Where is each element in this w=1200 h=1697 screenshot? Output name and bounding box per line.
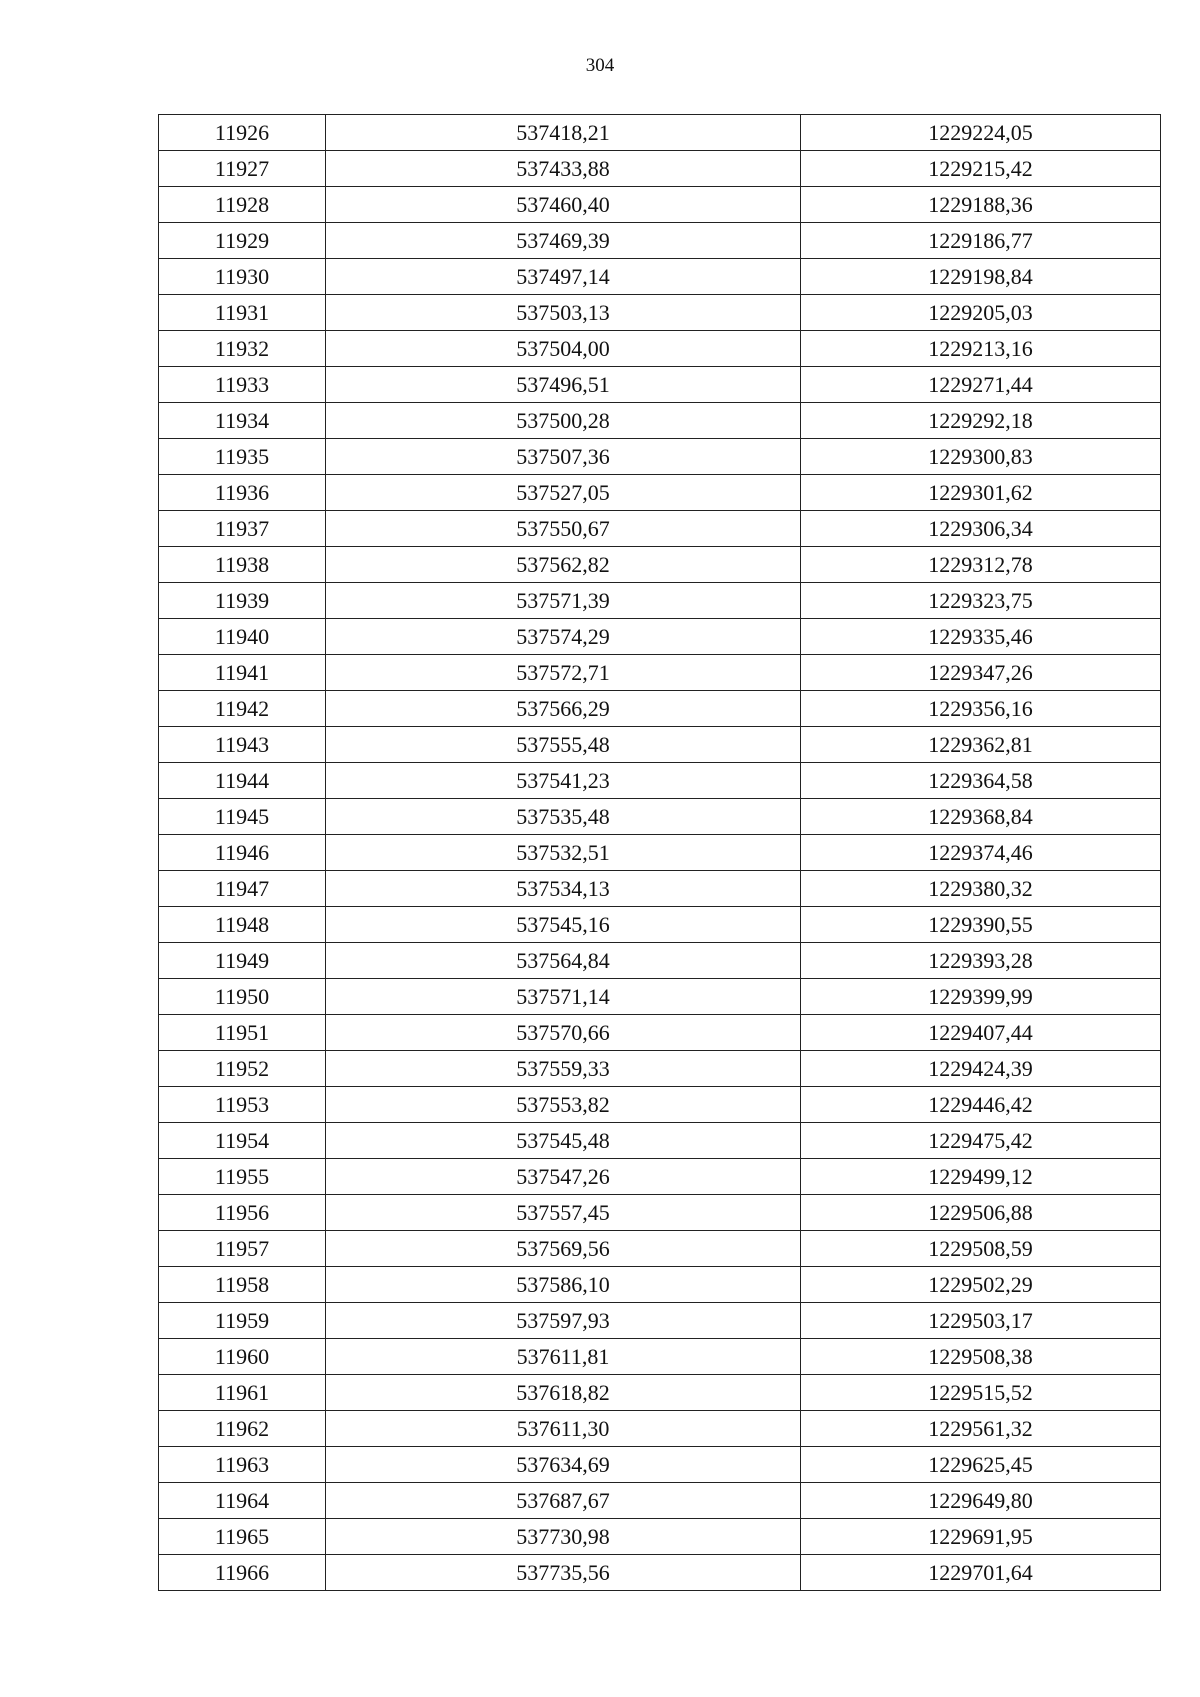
x-coordinate-cell: 537503,13: [326, 295, 801, 331]
y-coordinate-cell: 1229390,55: [801, 907, 1161, 943]
x-coordinate-cell: 537611,81: [326, 1339, 801, 1375]
coordinates-table-body: [159, 115, 1161, 1591]
x-coordinate-cell: 537527,05: [326, 475, 801, 511]
point-number-cell: 11960: [159, 1339, 326, 1375]
point-number-cell: 11951: [159, 1015, 326, 1051]
y-coordinate-cell: 1229205,03: [801, 295, 1161, 331]
point-number-cell: 11942: [159, 691, 326, 727]
point-number-cell: 11957: [159, 1231, 326, 1267]
point-number-cell: 11933: [159, 367, 326, 403]
point-number-cell: 11966: [159, 1555, 326, 1591]
y-coordinate-cell: 1229380,32: [801, 871, 1161, 907]
table-row: [159, 799, 1161, 835]
x-coordinate-cell: 537634,69: [326, 1447, 801, 1483]
point-number-cell: 11949: [159, 943, 326, 979]
y-coordinate-cell: 1229347,26: [801, 655, 1161, 691]
x-coordinate-cell: 537562,82: [326, 547, 801, 583]
table-row: [159, 259, 1161, 295]
point-number-cell: 11953: [159, 1087, 326, 1123]
x-coordinate-cell: 537553,82: [326, 1087, 801, 1123]
point-number-cell: 11927: [159, 151, 326, 187]
table-row: [159, 151, 1161, 187]
point-number-cell: 11947: [159, 871, 326, 907]
table-row: [159, 907, 1161, 943]
x-coordinate-cell: 537618,82: [326, 1375, 801, 1411]
point-number-cell: 11930: [159, 259, 326, 295]
point-number-cell: 11938: [159, 547, 326, 583]
x-coordinate-cell: 537569,56: [326, 1231, 801, 1267]
point-number-cell: 11940: [159, 619, 326, 655]
point-number-cell: 11963: [159, 1447, 326, 1483]
point-number-cell: 11946: [159, 835, 326, 871]
table-row: [159, 979, 1161, 1015]
table-row: [159, 1231, 1161, 1267]
table-row: [159, 1339, 1161, 1375]
table-row: [159, 295, 1161, 331]
coordinates-table: [158, 114, 1161, 1591]
table-row: [159, 1123, 1161, 1159]
point-number-cell: 11961: [159, 1375, 326, 1411]
point-number-cell: 11936: [159, 475, 326, 511]
page-number: 304: [585, 55, 615, 76]
table-row: [159, 403, 1161, 439]
point-number-cell: 11926: [159, 115, 326, 151]
y-coordinate-cell: 1229502,29: [801, 1267, 1161, 1303]
point-number-cell: 11955: [159, 1159, 326, 1195]
point-number-cell: 11939: [159, 583, 326, 619]
y-coordinate-cell: 1229224,05: [801, 115, 1161, 151]
y-coordinate-cell: 1229356,16: [801, 691, 1161, 727]
point-number-cell: 11959: [159, 1303, 326, 1339]
x-coordinate-cell: 537534,13: [326, 871, 801, 907]
table-row: [159, 1087, 1161, 1123]
point-number-cell: 11958: [159, 1267, 326, 1303]
y-coordinate-cell: 1229271,44: [801, 367, 1161, 403]
x-coordinate-cell: 537574,29: [326, 619, 801, 655]
table-row: [159, 1555, 1161, 1591]
y-coordinate-cell: 1229701,64: [801, 1555, 1161, 1591]
y-coordinate-cell: 1229198,84: [801, 259, 1161, 295]
point-number-cell: 11944: [159, 763, 326, 799]
point-number-cell: 11929: [159, 223, 326, 259]
point-number-cell: 11956: [159, 1195, 326, 1231]
y-coordinate-cell: 1229213,16: [801, 331, 1161, 367]
x-coordinate-cell: 537504,00: [326, 331, 801, 367]
y-coordinate-cell: 1229499,12: [801, 1159, 1161, 1195]
table-row: [159, 871, 1161, 907]
x-coordinate-cell: 537586,10: [326, 1267, 801, 1303]
x-coordinate-cell: 537541,23: [326, 763, 801, 799]
table-row: [159, 1303, 1161, 1339]
x-coordinate-cell: 537597,93: [326, 1303, 801, 1339]
x-coordinate-cell: 537571,39: [326, 583, 801, 619]
table-row: [159, 115, 1161, 151]
x-coordinate-cell: 537496,51: [326, 367, 801, 403]
y-coordinate-cell: 1229306,34: [801, 511, 1161, 547]
x-coordinate-cell: 537570,66: [326, 1015, 801, 1051]
table-row: [159, 331, 1161, 367]
y-coordinate-cell: 1229312,78: [801, 547, 1161, 583]
table-row: [159, 223, 1161, 259]
y-coordinate-cell: 1229374,46: [801, 835, 1161, 871]
point-number-cell: 11941: [159, 655, 326, 691]
x-coordinate-cell: 537418,21: [326, 115, 801, 151]
y-coordinate-cell: 1229292,18: [801, 403, 1161, 439]
y-coordinate-cell: 1229368,84: [801, 799, 1161, 835]
table-row: [159, 367, 1161, 403]
point-number-cell: 11965: [159, 1519, 326, 1555]
table-row: [159, 1519, 1161, 1555]
point-number-cell: 11928: [159, 187, 326, 223]
point-number-cell: 11950: [159, 979, 326, 1015]
x-coordinate-cell: 537497,14: [326, 259, 801, 295]
table-row: [159, 1267, 1161, 1303]
x-coordinate-cell: 537687,67: [326, 1483, 801, 1519]
x-coordinate-cell: 537550,67: [326, 511, 801, 547]
y-coordinate-cell: 1229475,42: [801, 1123, 1161, 1159]
y-coordinate-cell: 1229508,38: [801, 1339, 1161, 1375]
point-number-cell: 11962: [159, 1411, 326, 1447]
y-coordinate-cell: 1229399,99: [801, 979, 1161, 1015]
x-coordinate-cell: 537730,98: [326, 1519, 801, 1555]
point-number-cell: 11954: [159, 1123, 326, 1159]
table-row: [159, 1159, 1161, 1195]
y-coordinate-cell: 1229335,46: [801, 619, 1161, 655]
y-coordinate-cell: 1229506,88: [801, 1195, 1161, 1231]
x-coordinate-cell: 537566,29: [326, 691, 801, 727]
x-coordinate-cell: 537557,45: [326, 1195, 801, 1231]
y-coordinate-cell: 1229561,32: [801, 1411, 1161, 1447]
point-number-cell: 11964: [159, 1483, 326, 1519]
x-coordinate-cell: 537545,16: [326, 907, 801, 943]
y-coordinate-cell: 1229515,52: [801, 1375, 1161, 1411]
point-number-cell: 11934: [159, 403, 326, 439]
x-coordinate-cell: 537611,30: [326, 1411, 801, 1447]
point-number-cell: 11932: [159, 331, 326, 367]
table-row: [159, 475, 1161, 511]
x-coordinate-cell: 537735,56: [326, 1555, 801, 1591]
table-row: [159, 439, 1161, 475]
x-coordinate-cell: 537559,33: [326, 1051, 801, 1087]
y-coordinate-cell: 1229323,75: [801, 583, 1161, 619]
table-row: [159, 547, 1161, 583]
y-coordinate-cell: 1229508,59: [801, 1231, 1161, 1267]
y-coordinate-cell: 1229649,80: [801, 1483, 1161, 1519]
point-number-cell: 11931: [159, 295, 326, 331]
table-row: [159, 1375, 1161, 1411]
table-row: [159, 1195, 1161, 1231]
y-coordinate-cell: 1229407,44: [801, 1015, 1161, 1051]
table-row: [159, 655, 1161, 691]
y-coordinate-cell: 1229503,17: [801, 1303, 1161, 1339]
y-coordinate-cell: 1229301,62: [801, 475, 1161, 511]
table-row: [159, 1411, 1161, 1447]
x-coordinate-cell: 537532,51: [326, 835, 801, 871]
table-row: [159, 1483, 1161, 1519]
x-coordinate-cell: 537547,26: [326, 1159, 801, 1195]
y-coordinate-cell: 1229188,36: [801, 187, 1161, 223]
table-row: [159, 619, 1161, 655]
x-coordinate-cell: 537500,28: [326, 403, 801, 439]
y-coordinate-cell: 1229364,58: [801, 763, 1161, 799]
point-number-cell: 11937: [159, 511, 326, 547]
x-coordinate-cell: 537469,39: [326, 223, 801, 259]
table-row: [159, 727, 1161, 763]
point-number-cell: 11945: [159, 799, 326, 835]
x-coordinate-cell: 537507,36: [326, 439, 801, 475]
x-coordinate-cell: 537572,71: [326, 655, 801, 691]
table-row: [159, 835, 1161, 871]
y-coordinate-cell: 1229424,39: [801, 1051, 1161, 1087]
y-coordinate-cell: 1229625,45: [801, 1447, 1161, 1483]
x-coordinate-cell: 537555,48: [326, 727, 801, 763]
table-row: [159, 1015, 1161, 1051]
y-coordinate-cell: 1229691,95: [801, 1519, 1161, 1555]
table-row: [159, 511, 1161, 547]
y-coordinate-cell: 1229362,81: [801, 727, 1161, 763]
x-coordinate-cell: 537545,48: [326, 1123, 801, 1159]
y-coordinate-cell: 1229300,83: [801, 439, 1161, 475]
x-coordinate-cell: 537571,14: [326, 979, 801, 1015]
table-row: [159, 1447, 1161, 1483]
table-row: [159, 943, 1161, 979]
table-row: [159, 583, 1161, 619]
point-number-cell: 11943: [159, 727, 326, 763]
table-row: [159, 187, 1161, 223]
point-number-cell: 11948: [159, 907, 326, 943]
table-row: [159, 763, 1161, 799]
y-coordinate-cell: 1229393,28: [801, 943, 1161, 979]
table-row: [159, 1051, 1161, 1087]
y-coordinate-cell: 1229446,42: [801, 1087, 1161, 1123]
y-coordinate-cell: 1229215,42: [801, 151, 1161, 187]
point-number-cell: 11952: [159, 1051, 326, 1087]
point-number-cell: 11935: [159, 439, 326, 475]
x-coordinate-cell: 537460,40: [326, 187, 801, 223]
table-row: [159, 691, 1161, 727]
x-coordinate-cell: 537564,84: [326, 943, 801, 979]
x-coordinate-cell: 537433,88: [326, 151, 801, 187]
y-coordinate-cell: 1229186,77: [801, 223, 1161, 259]
x-coordinate-cell: 537535,48: [326, 799, 801, 835]
